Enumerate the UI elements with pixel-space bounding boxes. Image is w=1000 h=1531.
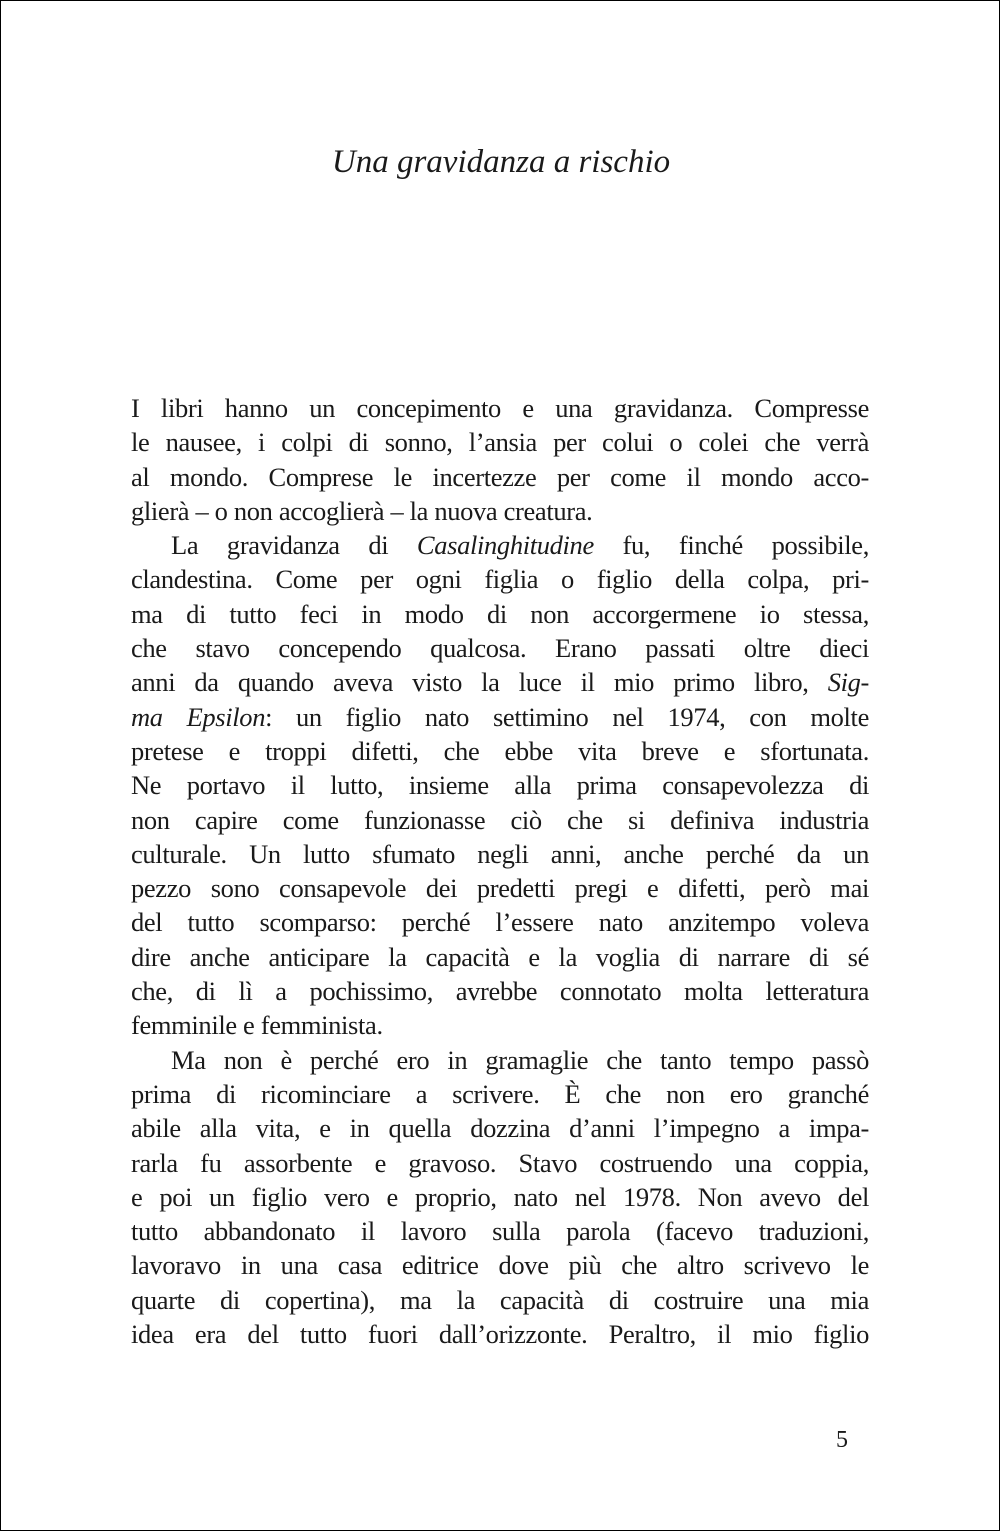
text-line: [131, 974, 869, 1008]
text-segment: non capire come funzionasse ciò che si definiva industria: [131, 804, 869, 835]
text-segment: La gravidanza di: [171, 530, 417, 561]
text-line: [131, 562, 869, 596]
text-line: [131, 1214, 869, 1248]
text-segment: al mondo. Comprese le incertezze per come il mondo acco-: [131, 461, 869, 492]
text-line: [131, 1283, 869, 1317]
text-segment: femminile e femminista.: [131, 1010, 383, 1041]
text-segment: abile alla vita, e in quella dozzina d’anni l’impegno a impa-: [131, 1113, 869, 1144]
text-segment: prima di ricominciare a scrivere. È che non ero granché: [131, 1078, 869, 1109]
text-line: [131, 803, 869, 837]
text-segment: tutto abbandonato il lavoro sulla parola (facevo traduzioni,: [131, 1216, 869, 1247]
text-segment: dire anche anticipare la capacità e la voglia di narrare di sé: [131, 941, 869, 972]
text-segment: del tutto scomparso: perché l’essere nato anzitempo voleva: [131, 907, 869, 938]
text-segment: anni da quando aveva visto la luce il mio primo libro,: [131, 667, 828, 698]
text-segment: clandestina. Come per ogni figlia o figlio della colpa, pri-: [131, 564, 869, 595]
text-segment: che, di lì a pochissimo, avrebbe connotato molta letteratura: [131, 976, 869, 1007]
text-line: [131, 768, 869, 802]
text-segment: e poi un figlio vero e proprio, nato nel 1978. Non avevo del: [131, 1181, 869, 1212]
text-segment: I libri hanno un concepimento e una gravidanza. Compresse: [131, 393, 869, 423]
text-line: [131, 1077, 869, 1111]
text-segment: pezzo sono consapevole dei predetti pregi e difetti, però mai: [131, 873, 869, 904]
text-line: [131, 1317, 869, 1351]
italic-title: ma Epsilon: [131, 701, 266, 732]
text-line: [131, 1111, 869, 1145]
text-line: [131, 460, 869, 494]
text-segment: pretese e troppi difetti, che ebbe vita breve e sfortunata.: [131, 735, 869, 766]
text-line: [131, 425, 869, 459]
text-segment: glierà – o non accoglierà – la nuova creatura.: [131, 495, 593, 526]
text-line: [131, 597, 869, 631]
text-line: [131, 837, 869, 871]
text-line: [131, 528, 869, 562]
chapter-title: Una gravidanza a rischio: [331, 144, 671, 180]
text-segment: che stavo concependo qualcosa. Erano passati oltre dieci: [131, 633, 869, 664]
text-line: [131, 1043, 869, 1077]
italic-title: Casalinghitudine: [416, 530, 594, 561]
text-segment: Ma non è perché ero in gramaglie che tanto tempo passò: [171, 1044, 869, 1075]
body-text: [131, 391, 869, 1351]
text-segment: : un figlio nato settimino nel 1974, con molte: [265, 701, 869, 732]
text-line: [131, 391, 869, 425]
text-line: [131, 940, 869, 974]
text-segment: Ne portavo il lutto, insieme alla prima consapevolezza di: [131, 770, 869, 801]
text-line: [131, 734, 869, 768]
text-segment: quarte di copertina), ma la capacità di costruire una mia: [131, 1284, 869, 1315]
text-segment: rarla fu assorbente e gravoso. Stavo costruendo una coppia,: [131, 1147, 869, 1178]
text-segment: le nausee, i colpi di sonno, l’ansia per colui o colei che verrà: [131, 427, 869, 458]
text-line: [131, 665, 869, 699]
text-line: [131, 1180, 869, 1214]
text-segment: culturale. Un lutto sfumato negli anni, anche perché da un: [131, 838, 869, 869]
text-segment: lavoravo in una casa editrice dove più che altro scrivevo le: [131, 1250, 869, 1281]
text-line: [131, 905, 869, 939]
text-segment: idea era del tutto fuori dall’orizzonte. Peraltro, il mio figlio: [131, 1319, 869, 1350]
text-line: [131, 1146, 869, 1180]
text-line: [131, 1008, 869, 1042]
text-line: [131, 700, 869, 734]
text-segment: fu, finché possibile,: [593, 530, 869, 561]
text-line: [131, 871, 869, 905]
italic-title: Sig-: [827, 667, 869, 698]
page-number: 5: [836, 1427, 848, 1453]
text-line: [131, 1248, 869, 1282]
text-line: [131, 631, 869, 665]
text-segment: ma di tutto feci in modo di non accorgermene io stessa,: [131, 598, 869, 629]
text-line: [131, 494, 869, 528]
